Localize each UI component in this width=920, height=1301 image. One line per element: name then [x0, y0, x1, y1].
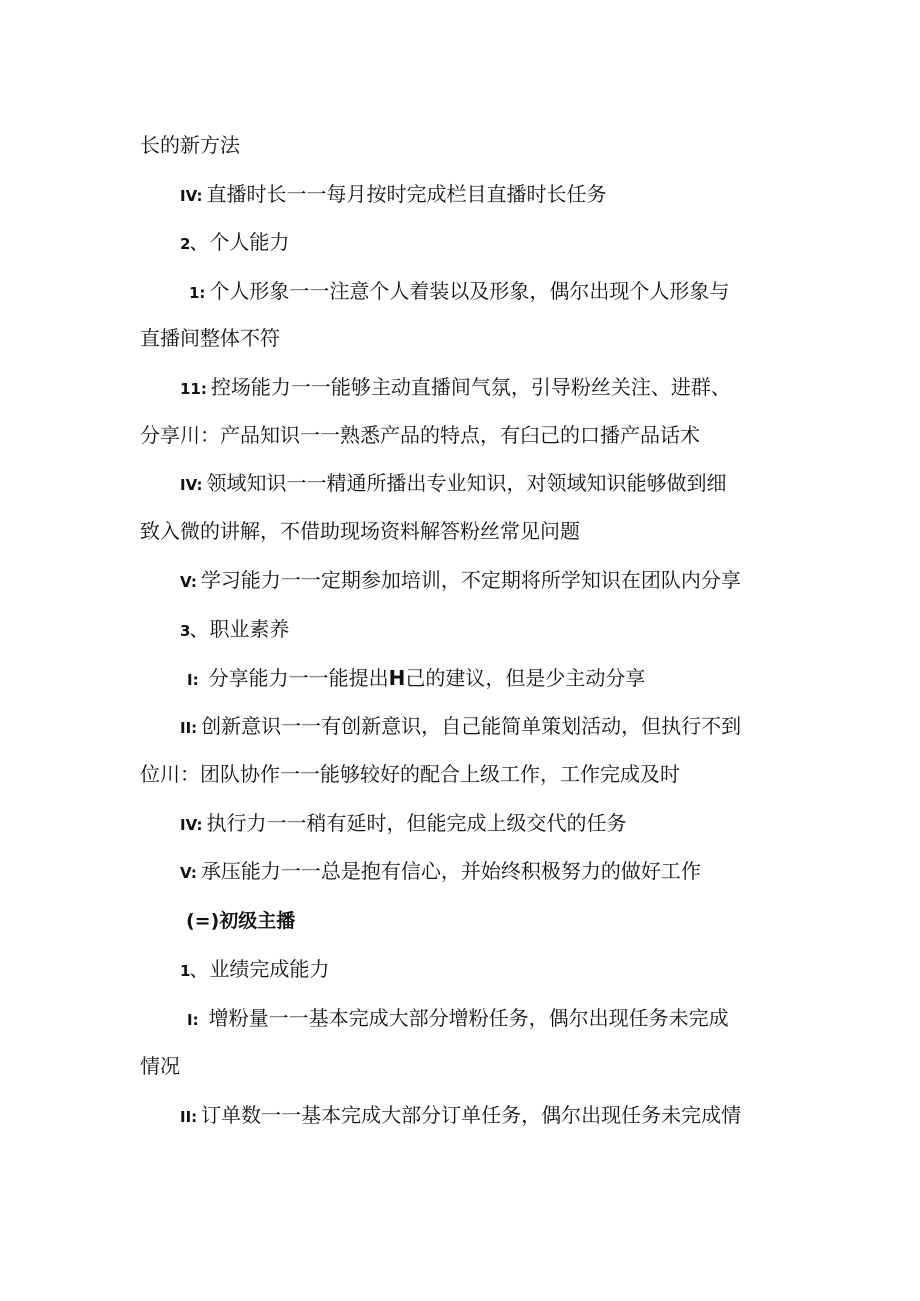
line-text: 分享川：产品知识一一熟悉产品的特点，有臼己的口播产品话术 [140, 423, 700, 447]
list-marker: IV: [180, 816, 203, 834]
list-item-text: 个人形象一一注意个人着装以及形象，偶尔出现个人形象与 [209, 279, 730, 303]
list-item [180, 470, 727, 496]
list-item [180, 374, 731, 400]
list-item [187, 1005, 729, 1031]
list-item-text: 直播时长一一每月按时完成栏目直播时长任务 [206, 182, 607, 206]
text-line [140, 132, 240, 158]
list-item-text: 承压能力一一总是抱有信心，并始终积极努力的做好工作 [200, 859, 701, 883]
line-text: 长的新方法 [140, 133, 240, 157]
list-item-text: 学习能力一一定期参加培训，不定期将所学知识在团队内分享 [200, 568, 741, 592]
section-heading [180, 229, 289, 255]
text-line [140, 518, 580, 544]
section-title: 职业素养 [209, 617, 290, 641]
list-marker: V: [180, 573, 197, 591]
list-marker: I: [187, 671, 199, 689]
list-item [180, 858, 701, 884]
list-item [180, 567, 741, 593]
line-text: 致入微的讲解，不借助现场资料解答粉丝常见问题 [140, 519, 580, 543]
list-item-text: 控场能力一一能够主动直播间气氛，引导粉丝关注、进群、 [210, 375, 731, 399]
list-item-text-cont: 己的建议，但是少主动分享 [405, 666, 646, 690]
list-item-text: 订单数一一基本完成大部分订单任务，偶尔出现任务未完成情 [201, 1103, 742, 1127]
section-number: 1、 [180, 962, 206, 980]
list-marker: V: [180, 864, 197, 882]
list-item-text: 领域知识一一精通所播出专业知识，对领域知识能够做到细 [206, 471, 727, 495]
list-item-text: 创新意识一一有创新意识，自己能简单策划活动，但执行不到 [201, 714, 742, 738]
list-item [180, 713, 741, 739]
list-item-text: 执行力一一稍有延时，但能完成上级交代的任务 [206, 811, 627, 835]
section-title: 个人能力 [209, 230, 290, 254]
list-item-text: 增粉量一一基本完成大部分增粉任务，偶尔出现任务未完成 [208, 1006, 729, 1030]
list-marker: IV: [180, 476, 203, 494]
list-marker: II: [180, 719, 198, 737]
list-item-text: 分享能力一一能提出 [208, 666, 389, 690]
text-line [140, 761, 680, 787]
list-item-text-strong: H [388, 666, 406, 690]
section-number: 3、 [180, 622, 206, 640]
section-heading [180, 956, 329, 982]
text-line [140, 1053, 180, 1079]
line-text: 情况 [140, 1054, 180, 1078]
text-line [140, 422, 700, 448]
section-title: 业绩完成能力 [209, 957, 330, 981]
list-marker: I: [187, 1011, 199, 1029]
list-marker: II: [180, 1108, 198, 1126]
list-marker: 1: [189, 284, 206, 302]
list-item [180, 810, 627, 836]
list-item [180, 1102, 741, 1128]
list-item [187, 665, 645, 691]
line-text: 位川：团队协作一一能够较好的配合上级工作，工作完成及时 [140, 762, 680, 786]
list-item [189, 278, 729, 304]
chapter-heading [186, 907, 295, 933]
text-line [140, 325, 280, 351]
section-heading [180, 616, 289, 642]
list-item [180, 181, 607, 207]
list-marker: 11: [180, 380, 207, 398]
line-text: 直播间整体不符 [140, 326, 280, 350]
chapter-title: (=)初级主播 [186, 910, 296, 932]
section-number: 2、 [180, 235, 206, 253]
list-marker: IV: [180, 187, 203, 205]
